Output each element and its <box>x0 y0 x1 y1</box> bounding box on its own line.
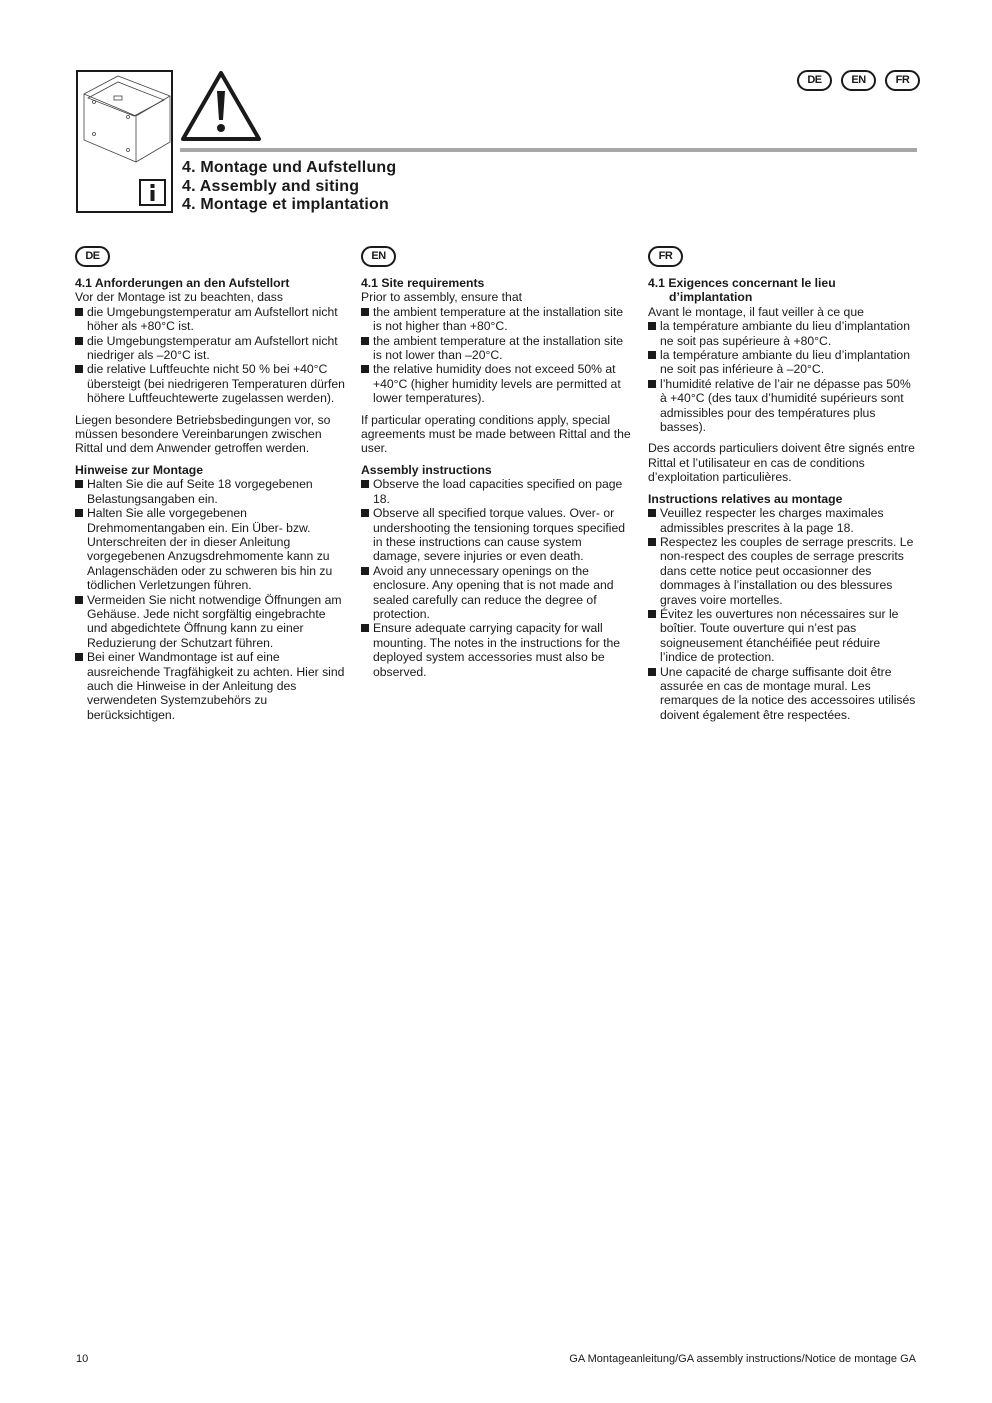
assembly-list <box>648 506 918 722</box>
badge-fr: FR <box>885 70 920 91</box>
enclosure-illustration <box>76 70 173 213</box>
list-item: the ambient temperature at the installation site is not higher than +80°C. <box>361 305 631 334</box>
list-item: die relative Luftfeuchte nicht 50 % bei +40°C übersteigt (bei niedrigeren Temperaturen dürfen höhere Luftfeuchtewerte zugelassen werden). <box>75 362 345 405</box>
header-divider <box>180 148 917 152</box>
intro-text: Vor der Montage ist zu beachten, dass <box>75 290 283 305</box>
column-badge-de: DE <box>75 246 110 267</box>
list-item: Observe the load capacities specified on page 18. <box>361 477 631 506</box>
list-item: Halten Sie die auf Seite 18 vorgegebenen Belastungsangaben ein. <box>75 477 345 506</box>
list-item: die Umgebungstemperatur am Aufstellort nicht höher als +80°C ist. <box>75 305 345 334</box>
list-item: die Umgebungstemperatur am Aufstellort nicht niedriger als –20°C ist. <box>75 334 345 363</box>
list-item: Observe all specified torque values. Over- or undershooting the tensioning torques specified in these instructions can cause system damage, severe injuries or even death. <box>361 506 631 564</box>
list-item: Bei einer Wandmontage ist auf eine ausreichende Tragfähigkeit zu achten. Hier sind auch die Hinweise in der Anleitung des verwendeten Systemzubehörs zu berücksichtigen. <box>75 650 345 722</box>
list-item: la température ambiante du lieu d’implantation ne soit pas inférieure à –20°C. <box>648 348 918 377</box>
info-icon <box>139 179 166 206</box>
assembly-list <box>75 477 345 722</box>
requirements-list <box>361 305 631 406</box>
list-item: Une capacité de charge suffisante doit être assurée en cas de montage mural. Les remarques de la notice des accessoires utilisés doivent également être respectées. <box>648 665 918 723</box>
list-item: the ambient temperature at the installation site is not lower than –20°C. <box>361 334 631 363</box>
intro-text: Prior to assembly, ensure that <box>361 290 522 305</box>
list-item: la température ambiante du lieu d’implantation ne soit pas supérieure à +80°C. <box>648 319 918 348</box>
list-item: Respectez les couples de serrage prescrits. Le non-respect des couples de serrage prescrits dans cette notice peut occasionner des dommages à l’installation ou des blessures graves voire mortelles. <box>648 535 918 607</box>
site-requirements-heading: 4.1 Site requirements <box>361 276 485 290</box>
list-item: Halten Sie alle vorgegebenen Drehmomentangaben ein. Ein Über- bzw. Unterschreiten der in dieser Anleitung vorgegebenen Anzugsdrehmomente kann zu Anlagenschäden oder zu schweren bis hin zu tödlichen Verletzungen führen. <box>75 506 345 592</box>
page-number: 10 <box>76 1353 89 1365</box>
site-requirements-heading: 4.1 Anforderungen an den Aufstellort <box>75 276 290 290</box>
intro-text: Avant le montage, il faut veiller à ce que <box>648 304 864 319</box>
language-badges <box>797 70 920 91</box>
document-title: GA Montageanleitung/GA assembly instructions/Notice de montage GA <box>569 1353 916 1365</box>
list-item: l’humidité relative de l’air ne dépasse pas 50% à +40°C (des taux d’humidité supérieurs sont admissibles pour des températures plus basses). <box>648 377 918 435</box>
section-titles <box>182 159 396 215</box>
assembly-heading: Assembly instructions <box>361 462 492 477</box>
warning-icon <box>180 70 262 142</box>
title-fr: 4. Montage et implantation <box>182 196 389 213</box>
title-en: 4. Assembly and siting <box>182 177 360 195</box>
title-de: 4. Montage und Aufstellung <box>182 159 397 176</box>
badge-en: EN <box>841 70 876 91</box>
list-item: Vermeiden Sie nicht notwendige Öffnungen am Gehäuse. Jede nicht sorgfältig eingebrachte und abgedichtete Öffnung kann zu einer Reduzierung der Schutzart führen. <box>75 593 345 651</box>
column-badge-fr: FR <box>648 246 683 267</box>
requirements-list <box>75 305 345 406</box>
column-badge-en: EN <box>361 246 396 267</box>
list-item: the relative humidity does not exceed 50% at +40°C (higher humidity levels are permitted at lower temperatures). <box>361 362 631 405</box>
list-item: Avoid any unnecessary openings on the enclosure. Any opening that is not made and sealed carefully can reduce the degree of protection. <box>361 564 631 622</box>
column-fr <box>648 246 918 722</box>
conditions-paragraph: Des accords particuliers doivent être signés entre Rittal et l’utilisateur en cas de conditions d’exploitation particulières. <box>648 441 915 485</box>
assembly-list <box>361 477 631 679</box>
requirements-list <box>648 319 918 434</box>
list-item: Ensure adequate carrying capacity for wall mounting. The notes in the instructions for the deployed system accessories must also be observed. <box>361 621 631 679</box>
conditions-paragraph: If particular operating conditions apply, special agreements must be made between Rittal and the user. <box>361 412 631 456</box>
site-requirements-heading: 4.1 Exigences concernant le lieu d’implantation <box>648 276 836 305</box>
badge-de: DE <box>797 70 832 91</box>
conditions-paragraph: Liegen besondere Betriebsbedingungen vor, so müssen besondere Vereinbarungen zwischen Rittal und dem Anwender getroffen werden. <box>75 412 331 456</box>
assembly-heading: Instructions relatives au montage <box>648 491 843 506</box>
assembly-heading: Hinweise zur Montage <box>75 462 203 477</box>
list-item: Veuillez respecter les charges maximales admissibles prescrites à la page 18. <box>648 506 918 535</box>
column-en <box>361 246 631 679</box>
column-de <box>75 246 345 722</box>
list-item: Évitez les ouvertures non nécessaires sur le boîtier. Toute ouverture qui n’est pas soigneusement étanchéifiée peut réduire l’indice de protection. <box>648 607 918 665</box>
